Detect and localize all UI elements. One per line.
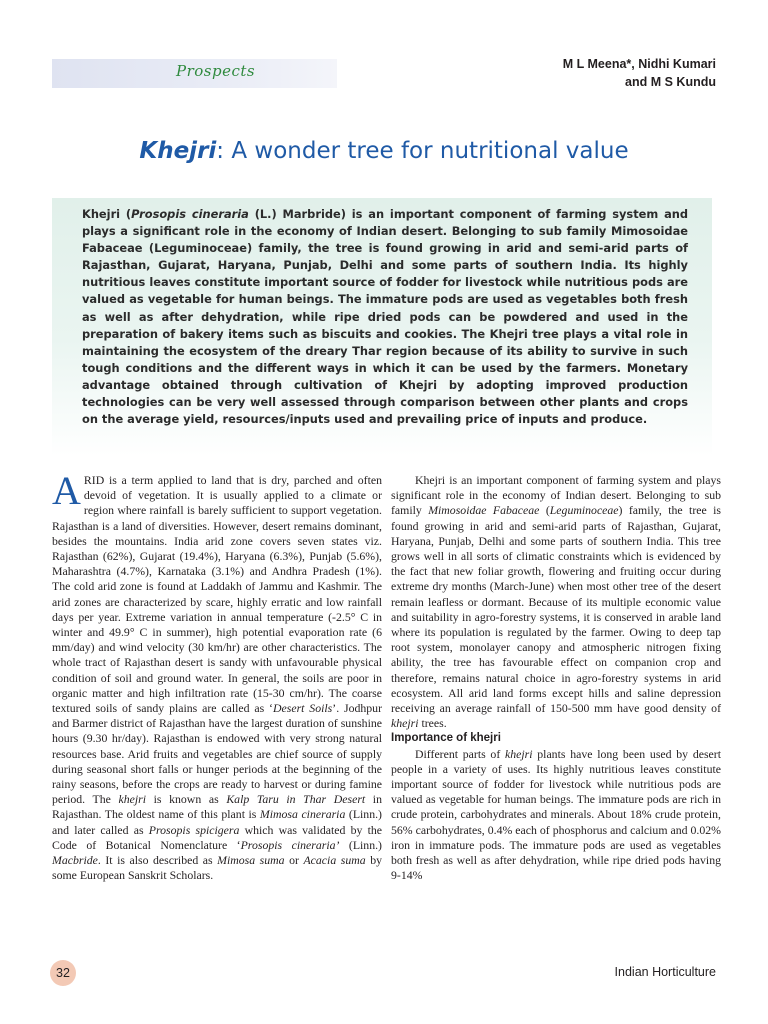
body-italic: khejri [505,746,533,761]
body-text: Khejri is an important component of farming system and plays significant role in the economy of Indian desert. Belonging to sub family [391,473,721,518]
body-italic: khejri [391,716,419,731]
body-italic: Macbride [52,853,98,868]
body-text: . It is also described as [97,853,218,868]
abstract-species: Prosopis cineraria [131,207,249,221]
authors [456,55,716,91]
drop-cap: A [52,468,81,513]
body-italic: Acacia suma [303,853,366,868]
article-title [52,138,716,164]
subheading-importance: Importance of khejri [391,732,501,745]
body-text: (Linn.) and later called as [52,807,382,837]
body-text: ’. Jodhpur and Barmer district of Rajasthan have the largest duration of sunshine hours (9.30 hr/day). Rajasthan is endowed with very strong natural resources base. Arid fruits and vegetables are chief source of supply during seasonal short falls or hunger periods at the beginning of the rainy seasons, before the crops are ready to harvest or during famine period. The [52,701,383,807]
body-text: trees. [418,716,447,731]
khejri-paragraph [391,473,721,731]
body-text: RID is a term applied to land that is dry, parched and often devoid of vegetation. It is usually applied to a climate or region where rainfall is barely sufficient to support vegetation. Rajasthan is a land of diversities. However, desert remains dominant, besides the mountains. India arid zone covers seven states viz. Rajasthan (62%), Gujarat (19.4%), Haryana (6.3%), Punjab (5.6%), Maharashtra (4.7%), Karnataka (3.1%) and Andhra Pradesh (1%). The cold arid zone is found at Laddakh of Jammu and Kashmir. The arid zones are characterized by scare, highly erratic and low rainfall days per year. Extreme variation in annual temperature (-2.5° C in winter and 49.9° C in summer), high potential evaporation rate (6 mm/day) and wind velocity (30 km/hr) are other characteristics. The whole tract of Rajasthan desert is sandy with unfavourable physical condition of soil and ground water. In general, the soils are poor in organic matter and high infiltration rate (15-30 cm/hr). The coarse textured soils of sandy plains are called as ‘ [52,473,382,716]
body-text: which was validated by the Code of Botanical Nomenclature ‘ [52,822,382,852]
body-text: Different parts of [415,746,505,761]
section-label: Prospects [176,62,256,80]
intro-paragraph [52,468,383,883]
authors-line-2: and M S Kundu [625,75,716,89]
abstract [82,206,688,428]
body-italic: Mimosoidae Fabaceae [428,503,540,518]
importance-paragraph [391,747,721,884]
body-italic: Leguminoceae [549,503,619,518]
body-text: or [284,853,304,868]
left-column [52,468,383,883]
body-text: plants have long been used by desert people in a variety of uses. Its highly nutritious leaves constitute important source of fodder for livestock while nutritious pods are valued as vegetable for human beings. The immature pods are rich in crude protein, carbohydrates and minerals. About 18% crude protein, 56% carbohydrates, 0.4% each of phosphorus and calcium and 0.02% iron in immature pods. The immature pods are used as vegetables both fresh as well as after dehydration, while ripe dried pods having 9-14% [391,746,721,883]
title-rest: : A wonder tree for nutritional value [216,138,629,164]
body-text: is known as [146,792,227,807]
section-band [52,59,337,88]
body-text: by some European Sanskrit Scholars. [52,853,383,883]
right-column [391,473,721,883]
body-text: in Rajasthan. The oldest name of this plant is [52,792,382,822]
page-number: 32 [50,960,76,986]
body-text: ( [539,503,550,518]
body-italic: khejri [118,792,146,807]
authors-line-1: M L Meena*, Nidhi Kumari [562,57,716,71]
title-term: Khejri [139,138,217,164]
body-italic: Prosopis cineraria’ [240,837,340,852]
abstract-text: Khejri ( [82,207,132,221]
journal-name: Indian Horticulture [614,965,716,979]
body-italic: Prosopis spicigera [148,822,240,837]
body-italic: Desert Soils [273,701,333,716]
body-text: (Linn.) [339,837,382,852]
body-text: ) family, the tree is found growing in arid and semi-arid parts of Rajasthan, Gujarat, Haryana, Punjab, Delhi and some parts of southern India. This tree grows well in all sorts of climatic constraints which is evidenced by the fact that new foliar growth, flowering and fruiting occur during extreme dry months (March-June) when most other tree of the desert remain leafless or dormant. Because of its multiple economic value and suitability in agro-forestry systems, it is conserved in arable land where its population is regulated by the farmer. Owing to deep tap root system, monolayer canopy and atmospheric nitrogen fixing ability, the tree has favourable effect on companion crop and therefore, remains natural choice in agro-forestry systems in arid ecosystem. All arid land forms except hills and saline depression receiving an average rainfall of 150-500 mm have good density of [391,503,721,716]
body-italic: Mimosa cineraria [259,807,346,822]
body-italic: Kalp Taru in Thar Desert [226,792,366,807]
body-italic: Mimosa suma [217,853,285,868]
abstract-text: (L.) Marbride) is an important component of farming system and plays a significant role in the economy of Indian desert. Belonging to sub family Mimosoidae Fabaceae (Leguminoceae) family, the tree is found growing in arid and semi-arid parts of Rajasthan, Gujarat, Haryana, Punjab, Delhi and some parts of southern India. Its highly nutritious leaves constitute important source of fodder for livestock while nutritious pods are valued as vegetable for human beings. The immature pods are used as vegetables both fresh as well as after dehydration, while ripe dried pods can be powdered and used in the preparation of bakery items such as biscuits and cookies. The Khejri tree plays a vital role in maintaining the ecosystem of the dreary Thar region because of its ability to survive in such tough conditions and the different ways in which it can be used by the farmers. Monetary advantage obtained through cultivation of Khejri by adopting improved production technologies can be very well assessed through comparison between other plants and crops on the average yield, resources/inputs used and prevailing price of inputs and produce. [82,207,689,427]
